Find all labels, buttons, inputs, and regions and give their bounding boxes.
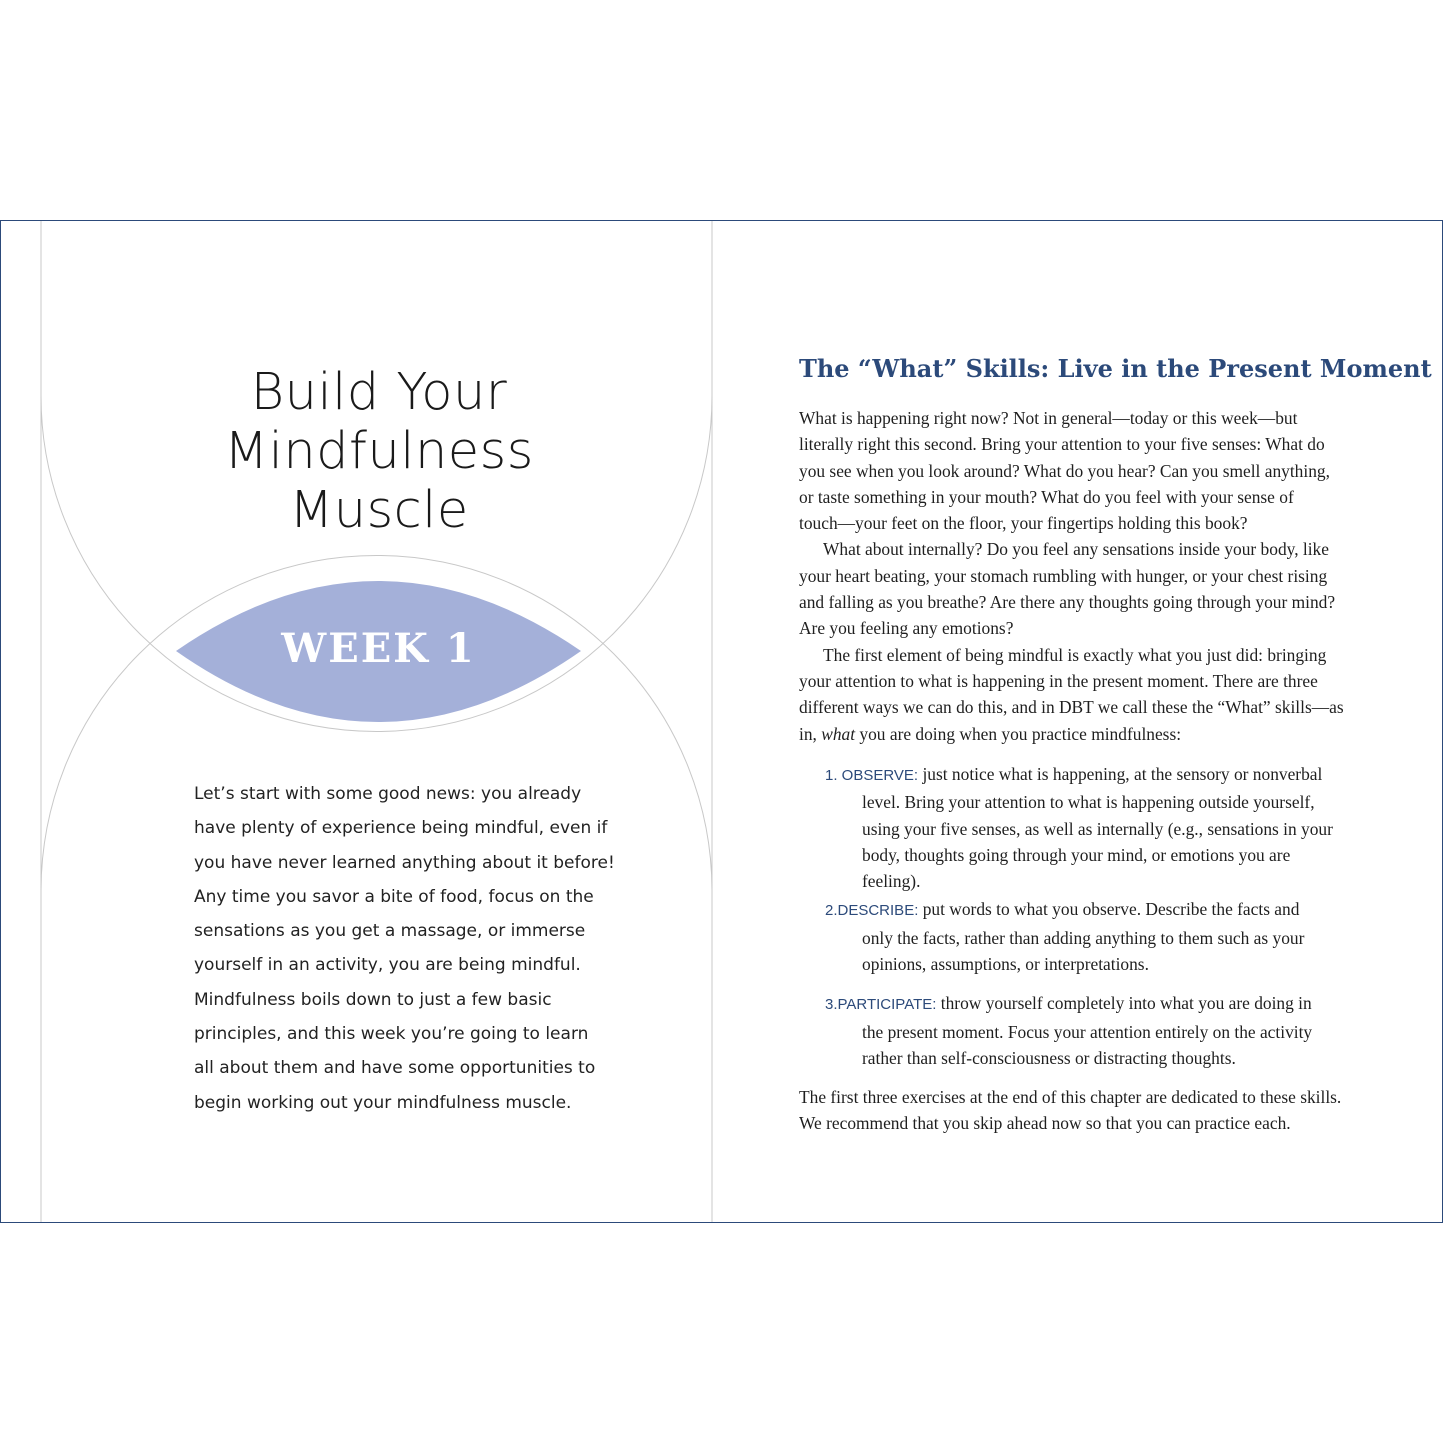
- list-line: rather than self-consciousness or distracting thoughts.: [862, 1047, 1236, 1068]
- intro-line: Any time you savor a bite of food, focus on the: [194, 886, 594, 907]
- list-line: feeling).: [862, 871, 921, 892]
- list-text: put words to what you observe. Describe the facts and: [918, 899, 1300, 920]
- chapter-title-line: Mindfulness: [224, 422, 534, 481]
- list-line: [825, 990, 1333, 1018]
- body-line: Are you feeling any emotions?: [799, 618, 1014, 639]
- list-item-describe: [825, 896, 1333, 977]
- body-line: different ways we can do this, and in DBT we call these the “What” skills—as: [799, 697, 1344, 718]
- intro-paragraph: [194, 777, 615, 1120]
- section-title: The “What” Skills: Live in the Present Moment: [799, 354, 1432, 383]
- chapter-title-line: Build Your: [250, 363, 508, 422]
- skills-list: [825, 761, 1333, 1071]
- intro-line: Mindfulness boils down to just a few basic: [194, 989, 552, 1010]
- list-lead: 3.PARTICIPATE:: [825, 996, 937, 1014]
- book-spread: [0, 220, 1443, 1223]
- intro-line: begin working out your mindfulness muscle.: [194, 1092, 572, 1113]
- week-label: WEEK 1: [281, 625, 476, 672]
- body-line: your heart beating, your stomach rumbling with hunger, or your chest rising: [799, 565, 1328, 586]
- intro-line: all about them and have some opportunities to: [194, 1058, 596, 1079]
- body-line: or taste something in your mouth? What do you feel with your sense of: [799, 486, 1294, 507]
- body-line: you see when you look around? What do you hear? Can you smell anything,: [799, 460, 1330, 481]
- closing-line: The first three exercises at the end of this chapter are dedicated to these skills.: [799, 1087, 1342, 1107]
- list-text: throw yourself completely into what you are doing in: [936, 993, 1312, 1014]
- body-line: What about internally? Do you feel any sensations inside your body, like: [823, 539, 1329, 560]
- chapter-title-line: Muscle: [289, 481, 469, 540]
- italic-word: what: [821, 723, 856, 744]
- intro-line: have plenty of experience being mindful, even if: [194, 818, 608, 839]
- list-line: only the facts, rather than adding anything to them such as your: [862, 927, 1305, 948]
- body-line: The first element of being mindful is exactly what you just did: bringing: [823, 644, 1327, 665]
- intro-line: principles, and this week you’re going to learn: [194, 1024, 589, 1045]
- closing-line: We recommend that you skip ahead now so that you can practice each.: [799, 1113, 1291, 1134]
- list-text: just notice what is happening, at the sensory or nonverbal: [918, 764, 1323, 784]
- list-item-participate: [825, 990, 1333, 1071]
- list-line: body, thoughts going through your mind, or emotions you are: [862, 844, 1291, 865]
- chapter-title: [179, 363, 579, 540]
- intro-line: sensations as you get a massage, or immerse: [194, 921, 586, 942]
- body-line-rest: you are doing when you practice mindfulness:: [855, 723, 1182, 744]
- body-paragraphs: [799, 405, 1344, 747]
- intro-line: Let’s start with some good news: you already: [194, 784, 582, 804]
- body-line-prefix: in,: [799, 723, 822, 744]
- list-lead: 1. OBSERVE:: [825, 767, 919, 784]
- body-line: and falling as you breathe? Are there any thoughts going through your mind?: [799, 592, 1336, 613]
- list-line: the present moment. Focus your attention entirely on the activity: [862, 1021, 1313, 1042]
- intro-line: yourself in an activity, you are being mindful.: [194, 955, 581, 976]
- list-line: level. Bring your attention to what is happening outside yourself,: [862, 792, 1315, 813]
- closing-paragraph: [799, 1084, 1341, 1137]
- list-line: using your five senses, as well as internally (e.g., sensations in your: [862, 818, 1333, 839]
- list-lead: 2.DESCRIBE:: [825, 902, 919, 920]
- list-line: [825, 896, 1333, 924]
- body-line: touch—your feet on the floor, your fingertips holding this book?: [799, 513, 1248, 534]
- intro-line: you have never learned anything about it before!: [194, 852, 615, 873]
- body-line: literally right this second. Bring your attention to your five senses: What do: [799, 434, 1325, 455]
- list-item-observe: [825, 761, 1333, 894]
- list-line: [825, 761, 1333, 789]
- list-line: opinions, assumptions, or interpretations.: [862, 954, 1149, 975]
- body-line: your attention to what is happening in the present moment. There are three: [799, 670, 1318, 691]
- body-line: What is happening right now? Not in general—today or this week—but: [799, 408, 1298, 428]
- body-line: [799, 721, 1344, 747]
